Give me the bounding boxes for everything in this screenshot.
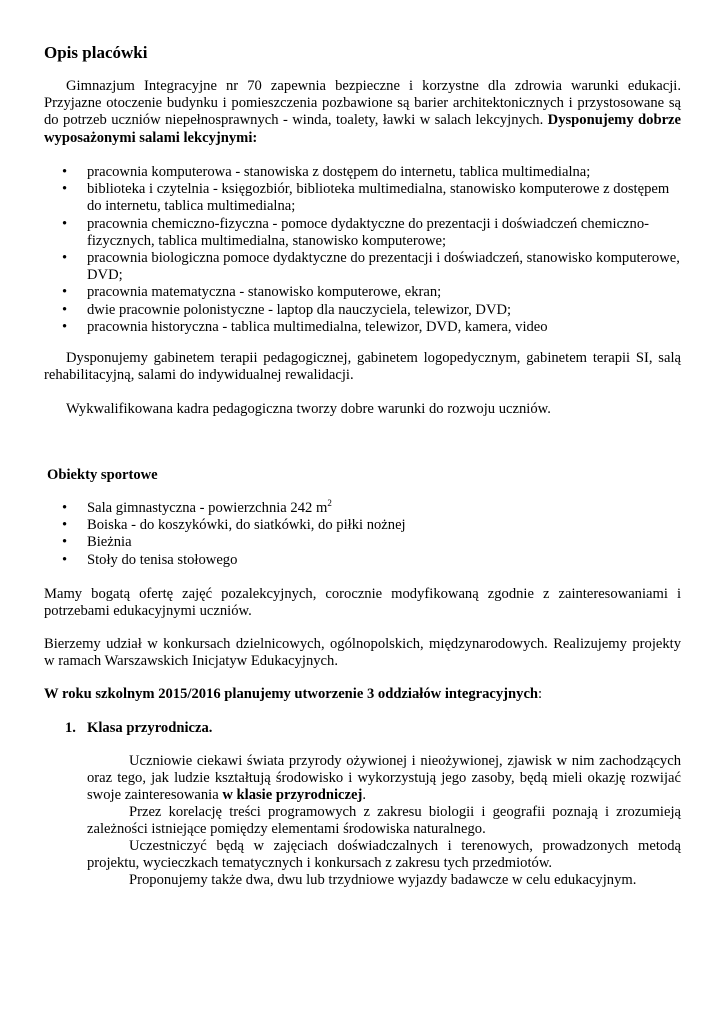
class1-paragraph-1: Uczniowie ciekawi świata przyrody ożywionej i nieożywionej, zjawisk w nim zachodzących oraz tego, jak ludzie kształtują środowisko i wykorzystują jego zasoby, będą mieli okazję rozwijać swoje zainteresowania w klasie przyrodniczej. xyxy=(87,753,681,804)
contests-paragraph: Bierzemy udział w konkursach dzielnicowych, ogólnopolskich, międzynarodowych. Realizujemy projekty w ramach Warszawskich Inicjatyw Edukacyjnych. xyxy=(44,636,681,670)
bullet-icon: • xyxy=(62,551,68,568)
bullet-icon: • xyxy=(62,284,68,301)
class1-bold: w klasie przyrodniczej xyxy=(222,787,363,804)
intro-bold: Dysponujemy dobrze wyposażonymi salami lekcyjnymi: xyxy=(44,112,682,146)
class1-paragraph-3: Uczestniczyć będą w zajęciach doświadczalnych i terenowych, prowadzonych metodą projektu, wycieczkach tematycznych i konkursach z zakresu tych przedmiotów. xyxy=(87,838,681,872)
class1-heading xyxy=(65,720,212,737)
class1-paragraph-4: Proponujemy także dwa, dwu lub trzydniowe wyjazdy badawcze w celu edukacyjnym. xyxy=(129,872,637,888)
bullet-icon: • xyxy=(62,301,68,318)
list-item: • biblioteka i czytelnia - księgozbiór, biblioteka multimedialna, stanowisko komputerowe z dostępem do internetu, tablica multimedialna; xyxy=(62,181,670,215)
list-item: • dwie pracownie polonistyczne - laptop dla nauczyciela, telewizor, DVD; xyxy=(62,301,512,318)
intro-text: Gimnazjum Integracyjne nr 70 zapewnia bezpieczne i korzystne dla zdrowia warunki edukacji. Przyjazne otoczenie budynku i pomieszczenia pozbawione są barier architektonicznych i przystosowane są do potrzeb uczniów niepełnosprawnych - winda, toalety, ławki w salach lekcyjnych. xyxy=(44,78,681,129)
bullet-icon: • xyxy=(62,534,68,551)
list-item: • pracownia biologiczna pomoce dydaktyczne do prezentacji i doświadczeń, stanowisko komputerowe, DVD; xyxy=(62,250,680,284)
cabinets-paragraph: Dysponujemy gabinetem terapii pedagogicznej, gabinetem logopedycznym, gabinetem terapii SI, salą rehabilitacyjną, salami do indywidualnej rewalidacji. xyxy=(44,350,681,384)
rooms-list xyxy=(60,164,681,336)
list-item: • Boiska - do koszykówki, do siatkówki, do piłki nożnej xyxy=(62,517,406,534)
list-item: • pracownia komputerowa - stanowiska z dostępem do internetu, tablica multimedialna; xyxy=(62,164,591,180)
staff-paragraph: Wykwalifikowana kadra pedagogiczna tworzy dobre warunki do rozwoju uczniów. xyxy=(66,401,551,417)
class1-title: Klasa przyrodnicza. xyxy=(87,720,213,736)
intro-paragraph xyxy=(44,78,681,147)
bullet-icon: • xyxy=(62,164,68,180)
plan-paragraph: W roku szkolnym 2015/2016 planujemy utworzenie 3 oddziałów integracyjnych: xyxy=(44,686,543,702)
sports-list xyxy=(60,500,681,569)
list-item: • pracownia historyczna - tablica multimedialna, telewizor, DVD, kamera, video xyxy=(62,318,548,335)
class1-number: 1. xyxy=(65,720,76,736)
bullet-icon: • xyxy=(62,215,68,232)
list-item: • Bieżnia xyxy=(62,534,132,551)
offer-paragraph: Mamy bogatą ofertę zajęć pozalekcyjnych, corocznie modyfikowaną zgodnie z zainteresowaniami i potrzebami edukacyjnymi uczniów. xyxy=(44,586,681,620)
page-title: Opis placówki xyxy=(44,43,148,62)
class1-paragraph-2: Przez korelację treści programowych z zakresu biologii i geografii poznają i zrozumieją zależności istniejące pomiędzy elementami środowiska naturalnego. xyxy=(87,804,681,838)
bullet-icon: • xyxy=(62,500,68,516)
bullet-icon: • xyxy=(62,181,68,198)
sports-heading: Obiekty sportowe xyxy=(47,467,158,483)
bullet-icon: • xyxy=(62,318,68,335)
list-item: • Stoły do tenisa stołowego xyxy=(62,551,238,568)
plan-bold: W roku szkolnym 2015/2016 planujemy utworzenie 3 oddziałów integracyjnych xyxy=(44,686,539,702)
bullet-icon: • xyxy=(62,250,68,267)
bullet-icon: • xyxy=(62,517,68,534)
list-item: • Sala gimnastyczna - powierzchnia 242 $m^2$ xyxy=(62,498,332,516)
list-item: • pracownia chemiczno-fizyczna - pomoce dydaktyczne do prezentacji i doświadczeń chemiczno-fizycznych, tablica multimedialna, stanowisko komputerowe; xyxy=(62,215,649,249)
list-item: • pracownia matematyczna - stanowisko komputerowe, ekran; xyxy=(62,284,442,301)
